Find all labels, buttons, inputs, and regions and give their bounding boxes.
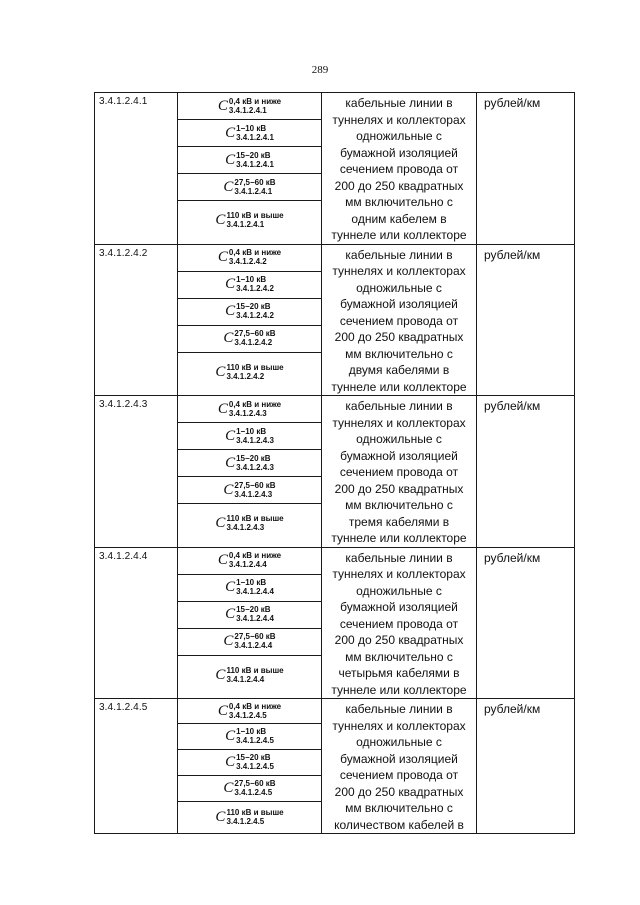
table-row <box>95 699 575 834</box>
description-cell <box>322 547 477 699</box>
table-row <box>95 244 575 396</box>
formula-superscript: 15−20 кВ <box>236 753 271 762</box>
formula-scripts <box>226 809 283 826</box>
formula-superscript: 110 кВ и выше <box>226 211 284 220</box>
unit-cell <box>477 547 575 699</box>
formula-superscript: 110 кВ и выше <box>226 514 284 523</box>
formula-letter: C <box>223 481 234 498</box>
formula-subscript: 3.4.1.2.4.4 <box>234 641 273 650</box>
formula-symbol <box>178 120 321 147</box>
formula-letter: C <box>225 276 236 292</box>
formula-subscript: 3.4.1.2.4.5 <box>226 816 265 826</box>
formula-subscript: 3.4.1.2.4.1 <box>236 159 274 169</box>
formula-scripts <box>226 667 283 684</box>
formula-letter: C <box>225 303 236 319</box>
formula-superscript: 0,4 кВ и ниже <box>228 551 282 560</box>
formula-superscript: 27,5−60 кВ <box>234 177 276 187</box>
formula-superscript: 1−10 кВ <box>236 123 267 133</box>
formula-scripts <box>236 728 274 745</box>
description-text: кабельные линии в туннелях и коллекторах одножильные с бумажной изоляцией сечением провода от 200 до 250 квадратных мм включительно с тремя кабелями в туннеле или коллекторе <box>331 399 467 545</box>
formula-subscript: 3.4.1.2.4.3 <box>236 435 274 445</box>
formula-scripts <box>236 276 274 293</box>
formula-subscript: 3.4.1.2.4.4 <box>228 560 267 569</box>
formula-superscript: 15−20 кВ <box>236 150 271 160</box>
formula-scripts <box>234 482 275 499</box>
formula-symbol <box>178 750 321 776</box>
table-row <box>95 547 575 699</box>
unit-text: рублей/км <box>484 96 541 110</box>
formula-letter: C <box>217 702 228 719</box>
row-code: 3.4.1.2.4.3 <box>95 396 178 548</box>
description-cell <box>322 699 477 834</box>
unit-cell <box>477 93 575 245</box>
row-code: 3.4.1.2.4.1 <box>95 93 178 245</box>
formula-subscript: 3.4.1.2.4.1 <box>236 132 274 142</box>
formula-symbol <box>178 245 321 272</box>
formula-symbol <box>178 477 321 504</box>
description-text: кабельные линии в туннелях и коллекторах одножильные с бумажной изоляцией сечением провода от 200 до 250 квадратных мм включительно с количеством кабелей в <box>332 702 466 832</box>
formula-superscript: 110 кВ и выше <box>226 665 284 675</box>
formula-symbol <box>178 147 321 174</box>
formula-cell <box>178 396 322 548</box>
formula-letter: C <box>223 780 234 796</box>
formula-subscript: 3.4.1.2.4.1 <box>234 186 273 196</box>
unit-cell <box>477 244 575 396</box>
formula-letter: C <box>223 178 234 195</box>
unit-text: рублей/км <box>484 550 541 565</box>
description-cell <box>322 396 477 548</box>
formula-superscript: 27,5−60 кВ <box>234 329 276 338</box>
description-text: кабельные линии в туннелях и коллекторах одножильные с бумажной изоляцией сечением провода от 200 до 250 квадратных мм включительно с одним кабелем в туннеле или коллекторе <box>331 96 467 242</box>
formula-scripts <box>236 754 274 771</box>
formula-scripts <box>226 212 283 229</box>
formula-subscript: 3.4.1.2.4.2 <box>236 311 274 320</box>
description-text: кабельные линии в туннелях и коллекторах одножильные с бумажной изоляцией сечением провода от 200 до 250 квадратных мм включительно с четырьмя кабелями в туннеле или коллекторе <box>331 550 467 697</box>
formula-superscript: 15−20 кВ <box>236 605 271 614</box>
formula-scripts <box>229 249 281 266</box>
formula-letter: C <box>215 808 226 825</box>
formula-superscript: 0,4 кВ и ниже <box>228 701 282 711</box>
formula-scripts <box>234 780 275 797</box>
formula-subscript: 3.4.1.2.4.2 <box>228 257 267 266</box>
formula-symbol <box>178 602 321 629</box>
formula-scripts <box>226 515 283 532</box>
formula-letter: C <box>215 212 226 228</box>
unit-text: рублей/км <box>484 247 541 262</box>
formula-superscript: 1−10 кВ <box>236 578 267 587</box>
formula-symbol <box>178 548 321 575</box>
formula-letter: C <box>217 97 228 114</box>
formula-symbol <box>178 201 321 240</box>
formula-superscript: 110 кВ и выше <box>226 362 284 372</box>
formula-superscript: 1−10 кВ <box>236 426 267 436</box>
formula-symbol <box>178 724 321 750</box>
formula-letter: C <box>225 606 236 622</box>
formula-subscript: 3.4.1.2.4.5 <box>228 710 267 720</box>
formula-cell <box>178 93 322 245</box>
formula-scripts <box>226 364 283 381</box>
formula-subscript: 3.4.1.2.4.5 <box>234 788 273 797</box>
row-code: 3.4.1.2.4.2 <box>95 244 178 396</box>
formula-subscript: 3.4.1.2.4.4 <box>226 674 265 684</box>
formula-symbol <box>178 423 321 450</box>
formula-superscript: 110 кВ и выше <box>226 807 284 817</box>
formula-superscript: 15−20 кВ <box>236 453 271 463</box>
formula-letter: C <box>225 427 236 444</box>
formula-superscript: 27,5−60 кВ <box>234 632 276 641</box>
formula-scripts <box>236 579 274 596</box>
formula-scripts <box>236 606 274 623</box>
formula-cell <box>178 244 322 396</box>
unit-text: рублей/км <box>484 702 541 716</box>
formula-symbol <box>178 299 321 326</box>
rates-table <box>94 92 575 834</box>
formula-superscript: 27,5−60 кВ <box>234 779 276 788</box>
formula-superscript: 0,4 кВ и ниже <box>228 96 282 106</box>
formula-letter: C <box>215 515 226 531</box>
formula-subscript: 3.4.1.2.4.2 <box>234 338 273 347</box>
formula-letter: C <box>225 579 236 595</box>
formula-letter: C <box>217 400 228 417</box>
formula-letter: C <box>217 249 228 265</box>
formula-scripts <box>236 428 274 445</box>
formula-scripts <box>236 152 274 169</box>
formula-subscript: 3.4.1.2.4.5 <box>236 736 274 745</box>
row-code: 3.4.1.2.4.4 <box>95 547 178 699</box>
formula-symbol <box>178 776 321 802</box>
formula-letter: C <box>215 666 226 683</box>
formula-scripts <box>229 98 281 115</box>
formula-letter: C <box>225 728 236 744</box>
table-row <box>95 396 575 548</box>
row-code: 3.4.1.2.4.5 <box>95 699 178 834</box>
formula-scripts <box>234 330 275 347</box>
formula-superscript: 1−10 кВ <box>236 727 267 736</box>
formula-symbol <box>178 504 321 543</box>
unit-cell <box>477 699 575 834</box>
formula-symbol <box>178 353 321 392</box>
formula-symbol <box>178 272 321 299</box>
formula-symbol <box>178 326 321 353</box>
formula-symbol <box>178 629 321 656</box>
formula-symbol <box>178 174 321 201</box>
description-text: кабельные линии в туннелях и коллекторах одножильные с бумажной изоляцией сечением провода от 200 до 250 квадратных мм включительно с двумя кабелями в туннеле или коллекторе <box>331 247 467 394</box>
formula-symbol <box>178 93 321 120</box>
formula-subscript: 3.4.1.2.4.1 <box>228 105 267 115</box>
formula-symbol <box>178 699 321 724</box>
description-cell <box>322 244 477 396</box>
formula-letter: C <box>225 454 236 471</box>
formula-cell <box>178 547 322 699</box>
unit-text: рублей/км <box>484 399 541 413</box>
unit-cell <box>477 396 575 548</box>
formula-subscript: 3.4.1.2.4.1 <box>226 220 265 229</box>
formula-symbol <box>178 802 321 832</box>
description-cell <box>322 93 477 245</box>
rates-table-body <box>95 93 575 834</box>
formula-scripts <box>229 552 281 569</box>
formula-symbol <box>178 450 321 477</box>
formula-subscript: 3.4.1.2.4.3 <box>226 523 265 532</box>
formula-subscript: 3.4.1.2.4.4 <box>236 614 274 623</box>
formula-scripts <box>234 633 275 650</box>
formula-symbol <box>178 656 321 695</box>
formula-symbol <box>178 575 321 602</box>
formula-scripts <box>234 179 275 196</box>
formula-letter: C <box>223 330 234 346</box>
formula-letter: C <box>217 552 228 568</box>
formula-letter: C <box>225 124 236 141</box>
formula-scripts <box>236 125 274 142</box>
formula-cell <box>178 699 322 834</box>
formula-scripts <box>236 455 274 472</box>
formula-subscript: 3.4.1.2.4.2 <box>226 371 265 381</box>
formula-superscript: 15−20 кВ <box>236 302 271 311</box>
formula-scripts <box>229 401 281 418</box>
formula-scripts <box>236 303 274 320</box>
formula-letter: C <box>225 151 236 168</box>
formula-subscript: 3.4.1.2.4.2 <box>236 284 274 293</box>
formula-letter: C <box>223 633 234 649</box>
formula-letter: C <box>215 363 226 380</box>
formula-superscript: 1−10 кВ <box>236 275 267 284</box>
formula-subscript: 3.4.1.2.4.3 <box>228 408 267 418</box>
formula-subscript: 3.4.1.2.4.4 <box>236 587 274 596</box>
formula-scripts <box>229 703 281 720</box>
formula-superscript: 27,5−60 кВ <box>234 480 276 490</box>
formula-superscript: 0,4 кВ и ниже <box>228 399 282 409</box>
table-row <box>95 93 575 245</box>
formula-letter: C <box>225 754 236 770</box>
page-number: 289 <box>311 64 329 76</box>
formula-superscript: 0,4 кВ и ниже <box>228 248 282 257</box>
formula-subscript: 3.4.1.2.4.3 <box>234 489 273 499</box>
formula-subscript: 3.4.1.2.4.5 <box>236 762 274 771</box>
formula-subscript: 3.4.1.2.4.3 <box>236 462 274 472</box>
formula-symbol <box>178 396 321 423</box>
